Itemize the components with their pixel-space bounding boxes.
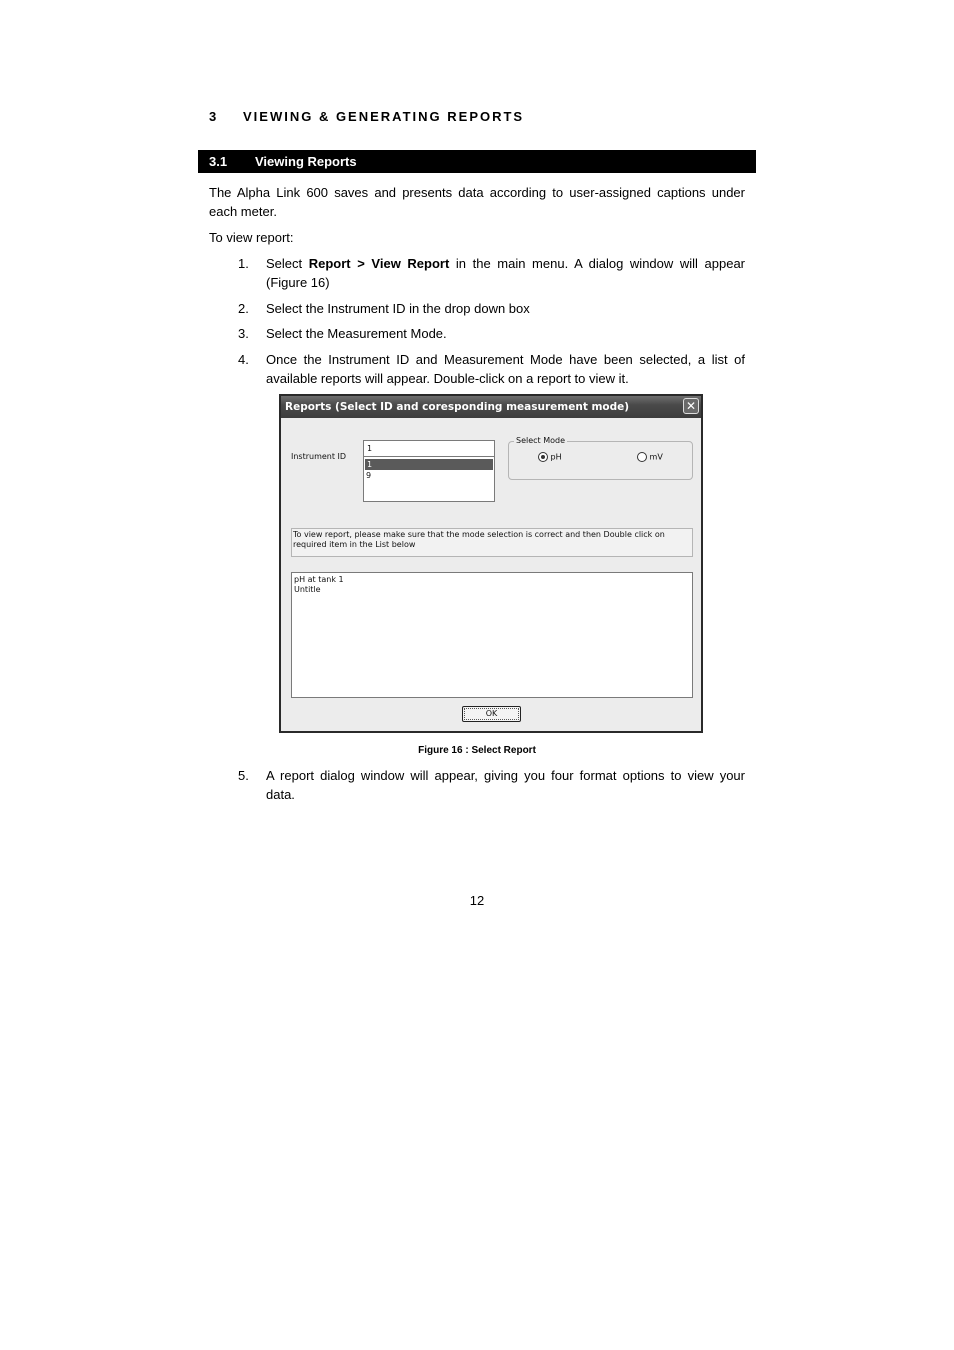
instruction-text: To view report, please make sure that the mode selection is correct and then Double click on required item in the List below xyxy=(291,528,693,557)
select-mode-legend: Select Mode xyxy=(516,436,566,445)
mode-ph-label: pH xyxy=(550,452,562,462)
select-mode-group xyxy=(508,436,693,480)
step-text: Select the Measurement Mode. xyxy=(266,326,447,341)
page-number: 12 xyxy=(469,893,485,908)
section-number: 3 xyxy=(209,109,219,124)
radio-unselected-icon xyxy=(637,452,647,462)
close-icon[interactable]: ✕ xyxy=(683,398,699,414)
mode-mv-radio[interactable] xyxy=(637,452,663,462)
subsection-title: Viewing Reports xyxy=(255,154,357,169)
instrument-id-input[interactable]: 1 xyxy=(363,440,495,457)
step-number: 4. xyxy=(238,352,249,367)
step-text: Select the Instrument ID in the drop down box xyxy=(266,301,530,316)
instrument-id-list[interactable] xyxy=(363,457,495,502)
list-item[interactable]: 1 xyxy=(365,459,493,470)
list-item[interactable]: Untitle xyxy=(294,585,321,594)
intro-paragraph: The Alpha Link 600 saves and presents data according to user-assigned captions under each meter. xyxy=(209,185,745,219)
reports-list[interactable] xyxy=(291,572,693,698)
step-text: A report dialog window will appear, giving you four format options to view your data. xyxy=(266,768,745,802)
dialog-title: Reports (Select ID and coresponding measurement mode) xyxy=(285,401,630,413)
instrument-id-label: Instrument ID xyxy=(291,452,347,461)
ok-button[interactable]: OK xyxy=(462,706,521,722)
step-number: 5. xyxy=(238,768,249,783)
step-number: 3. xyxy=(238,326,249,341)
step-text: Once the Instrument ID and Measurement Mode have been selected, a list of available reports will appear. Double-click on a report to view it. xyxy=(266,352,745,386)
mode-ph-radio[interactable] xyxy=(538,452,562,462)
list-item[interactable]: pH at tank 1 xyxy=(294,575,344,584)
reports-dialog xyxy=(279,394,703,733)
section-heading xyxy=(209,109,524,124)
radio-selected-icon xyxy=(538,452,548,462)
dialog-title-bar[interactable] xyxy=(281,396,701,418)
step-number: 1. xyxy=(238,256,249,271)
mode-mv-label: mV xyxy=(649,452,663,462)
to-view-label: To view report: xyxy=(209,230,294,245)
subsection-number: 3.1 xyxy=(209,154,228,169)
section-title: VIEWING & GENERATING REPORTS xyxy=(243,109,525,124)
list-item[interactable]: 9 xyxy=(366,471,372,480)
figure-caption: Figure 16 : Select Report xyxy=(418,745,536,756)
subsection-heading-bar xyxy=(198,150,756,173)
step-text: Select Report > View Report in the main menu. A dialog window will appear (Figure 16) xyxy=(266,256,746,290)
step-number: 2. xyxy=(238,301,249,316)
menu-path: Report > View Report xyxy=(308,256,450,271)
